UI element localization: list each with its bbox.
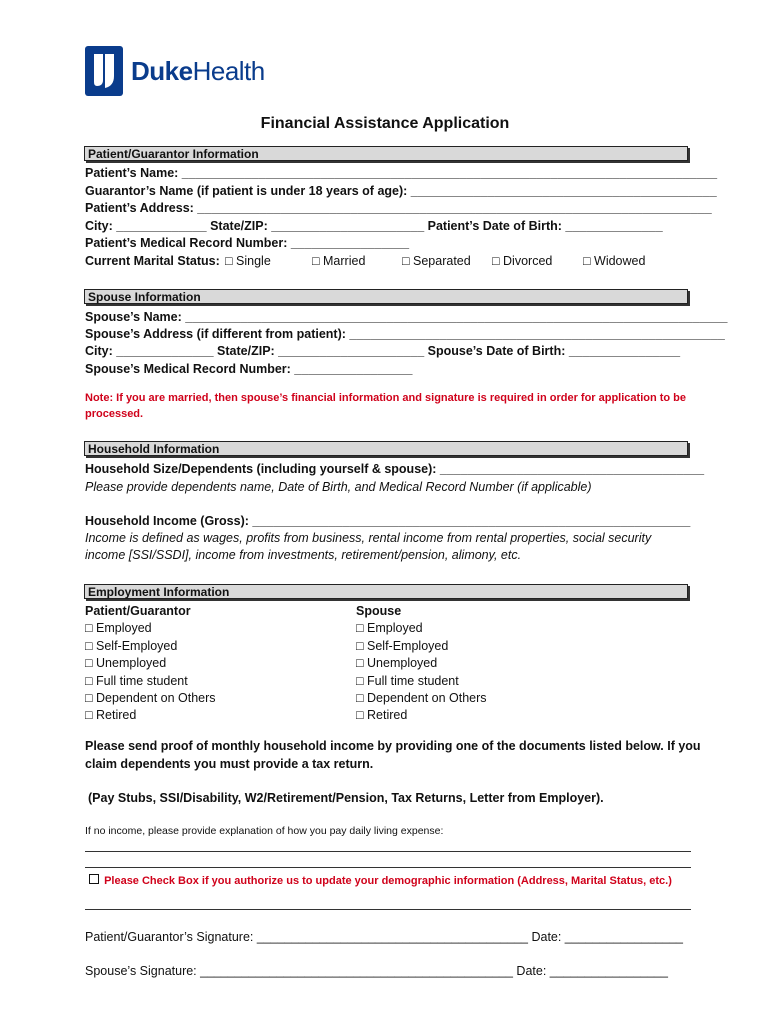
spouse-signature-field[interactable]: Spouse’s Signature: _____________________________________________ Date: _________________ — [85, 964, 668, 978]
proof-instructions-line1: Please send proof of monthly household income by providing one of the documents listed below. If you — [85, 739, 701, 753]
explanation-line-2[interactable] — [85, 867, 691, 868]
spouse-address-field[interactable]: Spouse’s Address (if different from patient): ______________________________________________________ — [85, 327, 725, 341]
patient-signature-field[interactable]: Patient/Guarantor’s Signature: _______________________________________ Date: _________________ — [85, 930, 683, 944]
marital-widowed[interactable]: □ Widowed — [583, 254, 646, 268]
patient-student[interactable]: □ Full time student — [85, 673, 188, 688]
patient-employed[interactable]: □ Employed — [85, 621, 152, 636]
marital-separated[interactable]: □ Separated — [402, 254, 471, 268]
marital-married[interactable]: □ Married — [312, 254, 366, 268]
patient-address-field[interactable]: Patient’s Address: __________________________________________________________________________ — [85, 201, 712, 215]
spouse-dependent[interactable]: □ Dependent on Others — [356, 690, 487, 705]
income-hint-line1: Income is defined as wages, profits from business, rental income from rental properties, social security — [85, 531, 652, 545]
patient-name-field[interactable]: Patient’s Name: _____________________________________________________________________________ — [85, 166, 718, 180]
spouse-student[interactable]: □ Full time student — [356, 673, 459, 688]
spouse-note-cont: processed. — [85, 408, 144, 420]
patient-self-employed[interactable]: □ Self-Employed — [85, 638, 178, 653]
spouse-retired[interactable]: □ Retired — [356, 708, 408, 723]
logo-text: DukeHealth — [131, 55, 265, 86]
section-patient-header: Patient/Guarantor Information — [84, 146, 688, 161]
spouse-mrn-field[interactable]: Spouse’s Medical Record Number: _________________ — [85, 362, 413, 376]
proof-document-list: (Pay Stubs, SSI/Disability, W2/Retirement/Pension, Tax Returns, Letter from Employer). — [88, 791, 604, 805]
patient-column-heading: Patient/Guarantor — [85, 604, 191, 618]
section-employment-header: Employment Information — [84, 584, 688, 599]
household-size-hint: Please provide dependents name, Date of Birth, and Medical Record Number (if applicable) — [85, 480, 592, 494]
page-title: Financial Assistance Application — [260, 115, 510, 132]
marital-status-label: Current Marital Status: — [85, 254, 220, 268]
section-household-header: Household Information — [84, 441, 688, 456]
spouse-self-employed[interactable]: □ Self-Employed — [356, 638, 449, 653]
duke-health-logo — [85, 45, 265, 97]
marital-divorced[interactable]: □ Divorced — [492, 254, 553, 268]
spouse-unemployed[interactable]: □ Unemployed — [356, 656, 438, 671]
authorize-label: Please Check Box if you authorize us to update your demographic information (Address, Marital Status, etc.) — [104, 875, 672, 887]
shield-icon — [85, 46, 123, 96]
employment-patient-column — [85, 604, 216, 726]
spouse-city-state-dob-field[interactable]: City: ______________ State/ZIP: _____________________ Spouse’s Date of Birth: ________________ — [85, 344, 681, 358]
patient-retired[interactable]: □ Retired — [85, 708, 137, 723]
divider — [85, 909, 691, 910]
household-income-field[interactable]: Household Income (Gross): _______________________________________________________________ — [85, 514, 691, 528]
guarantor-name-field[interactable]: Guarantor’s Name (if patient is under 18 years of age): ____________________________________________ — [85, 184, 717, 198]
proof-instructions-line2: claim dependents you must provide a tax return. — [85, 757, 374, 771]
income-hint-line2: income [SSI/SSDI], income from investments, retirement/pension, alimony, etc. — [85, 548, 522, 562]
explanation-line-1[interactable] — [85, 851, 691, 852]
patient-mrn-field[interactable]: Patient’s Medical Record Number: _________________ — [85, 236, 410, 250]
patient-dependent[interactable]: □ Dependent on Others — [85, 690, 216, 705]
patient-city-state-dob-field[interactable]: City: _____________ State/ZIP: ______________________ Patient’s Date of Birth: ______________ — [85, 219, 663, 233]
employment-spouse-column — [356, 604, 487, 726]
spouse-column-heading: Spouse — [356, 604, 402, 618]
section-spouse-header: Spouse Information — [84, 289, 688, 304]
spouse-employed[interactable]: □ Employed — [356, 621, 423, 636]
no-income-label: If no income, please provide explanation of how you pay daily living expense: — [85, 825, 444, 837]
patient-unemployed[interactable]: □ Unemployed — [85, 656, 167, 671]
authorize-checkbox[interactable] — [89, 874, 99, 884]
authorize-row — [89, 874, 672, 887]
marital-single[interactable]: □ Single — [225, 254, 271, 268]
household-size-field[interactable]: Household Size/Dependents (including yourself & spouse): ______________________________________ — [85, 462, 705, 476]
spouse-name-field[interactable]: Spouse’s Name: ______________________________________________________________________________ — [85, 310, 728, 324]
spouse-note: Note: If you are married, then spouse’s financial information and signature is required in order for application to be — [85, 392, 687, 404]
